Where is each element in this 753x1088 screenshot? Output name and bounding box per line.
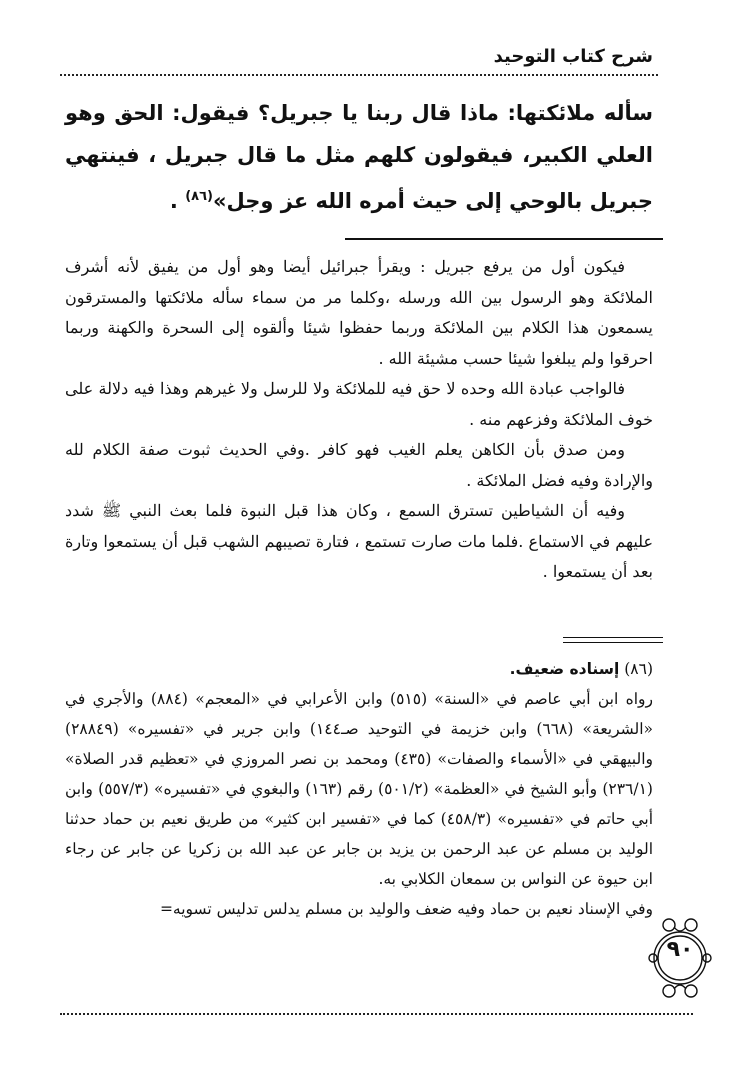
footer-dotted-rule — [60, 1013, 693, 1015]
section-divider — [345, 238, 663, 240]
footnote-divider — [563, 637, 663, 643]
footnote-last-line: وفي الإسناد نعيم بن حماد وفيه ضعف والوليد بن مسلم يدلس تدليس تسويه= — [159, 900, 653, 918]
main-hadith-text — [65, 92, 653, 222]
footnote-heading: إسناده ضعيف. — [509, 660, 620, 678]
commentary-paragraph: ومن صدق بأن الكاهن يعلم الغيب فهو كافر .وفي الحديث ثبوت صفة الكلام لله والإرادة وفيه فضل الملائكة . — [65, 440, 653, 490]
footnote-heading-line — [65, 654, 653, 684]
page-number-ornament — [645, 913, 715, 1003]
running-header: شرح كتاب التوحيد — [493, 46, 653, 67]
commentary-paragraph: فيكون أول من يرفع جبريل : ويقرأ جبرائيل أيضا وهو أول من يفيق لأنه أشرف الملائكة وهو الرسول بين الله ورسله ،وكلما مر من سماء سأله ملائكتها والمسترقون يسمعون هذا الكلام بين الملائكة وربما حفظوا شيئا وألقوه إلى السحرة والكهنة وربما احرقوا ولم يبلغوا شيئا حسب مشيئة الله . — [65, 257, 653, 368]
commentary-section — [65, 252, 653, 588]
footnote-section — [65, 654, 653, 924]
header-dotted-rule — [60, 74, 658, 76]
footnote-body: رواه ابن أبي عاصم في «السنة» (٥١٥) وابن الأعرابي في «المعجم» (٨٨٤) والأجري في «الشريعة» (٦٦٨) وابن خزيمة في التوحيد صـ١٤٤) وابن جرير في «تفسيره» (٢٨٨٤٩) والبيهقي في «الأسماء والصفات» (٤٣٥) ومحمد بن نصر المروزي في «تعظيم قدر الصلاة» (٢٣٦/١) وأبو الشيخ في «العظمة» (٥٠١/٢) رقم (١٦٣) والبغوي في «تفسيره» (٥٥٧/٣) وابن أبي حاتم في «تفسيره» (٤٥٨/٣) كما في «تفسير ابن كثير» من طريق نعيم بن حماد حدثنا الوليد بن مسلم عن عبد الرحمن بن يزيد بن جابر عن عبد الله بن زكريا عن جابر عن رجاء ابن حيوة عن النواس بن سمعان الكلابي به. — [65, 690, 654, 888]
page-number: ٩٠ — [666, 937, 694, 962]
main-hadith-end: . — [169, 189, 186, 213]
main-hadith-body: سأله ملائكتها: ماذا قال ربنا يا جبريل؟ فيقول: الحق وهو العلي الكبير، فيقولون كلهم مثل ما قال جبريل ، فينتهي جبريل بالوحي إلى حيث أمره الله عز وجل» — [65, 101, 653, 213]
footnote-reference: (٨٦) — [185, 189, 213, 204]
commentary-paragraph: فالواجب عبادة الله وحده لا حق فيه للملائكة ولا للرسل ولا غيرهم وهذا فيه دلالة على خوف الملائكة وفزعهم منه . — [65, 379, 653, 429]
commentary-paragraph: وفيه أن الشياطين تسترق السمع ، وكان هذا قبل النبوة فلما بعث النبي ﷺ شدد عليهم في الاستماع .فلما مات صارت تستمع ، فتارة تصيبهم الشهب قبل أن يستمعوا وتارة بعد أن يستمعوا . — [65, 501, 653, 581]
footnote-number: (٨٦) — [624, 660, 653, 678]
